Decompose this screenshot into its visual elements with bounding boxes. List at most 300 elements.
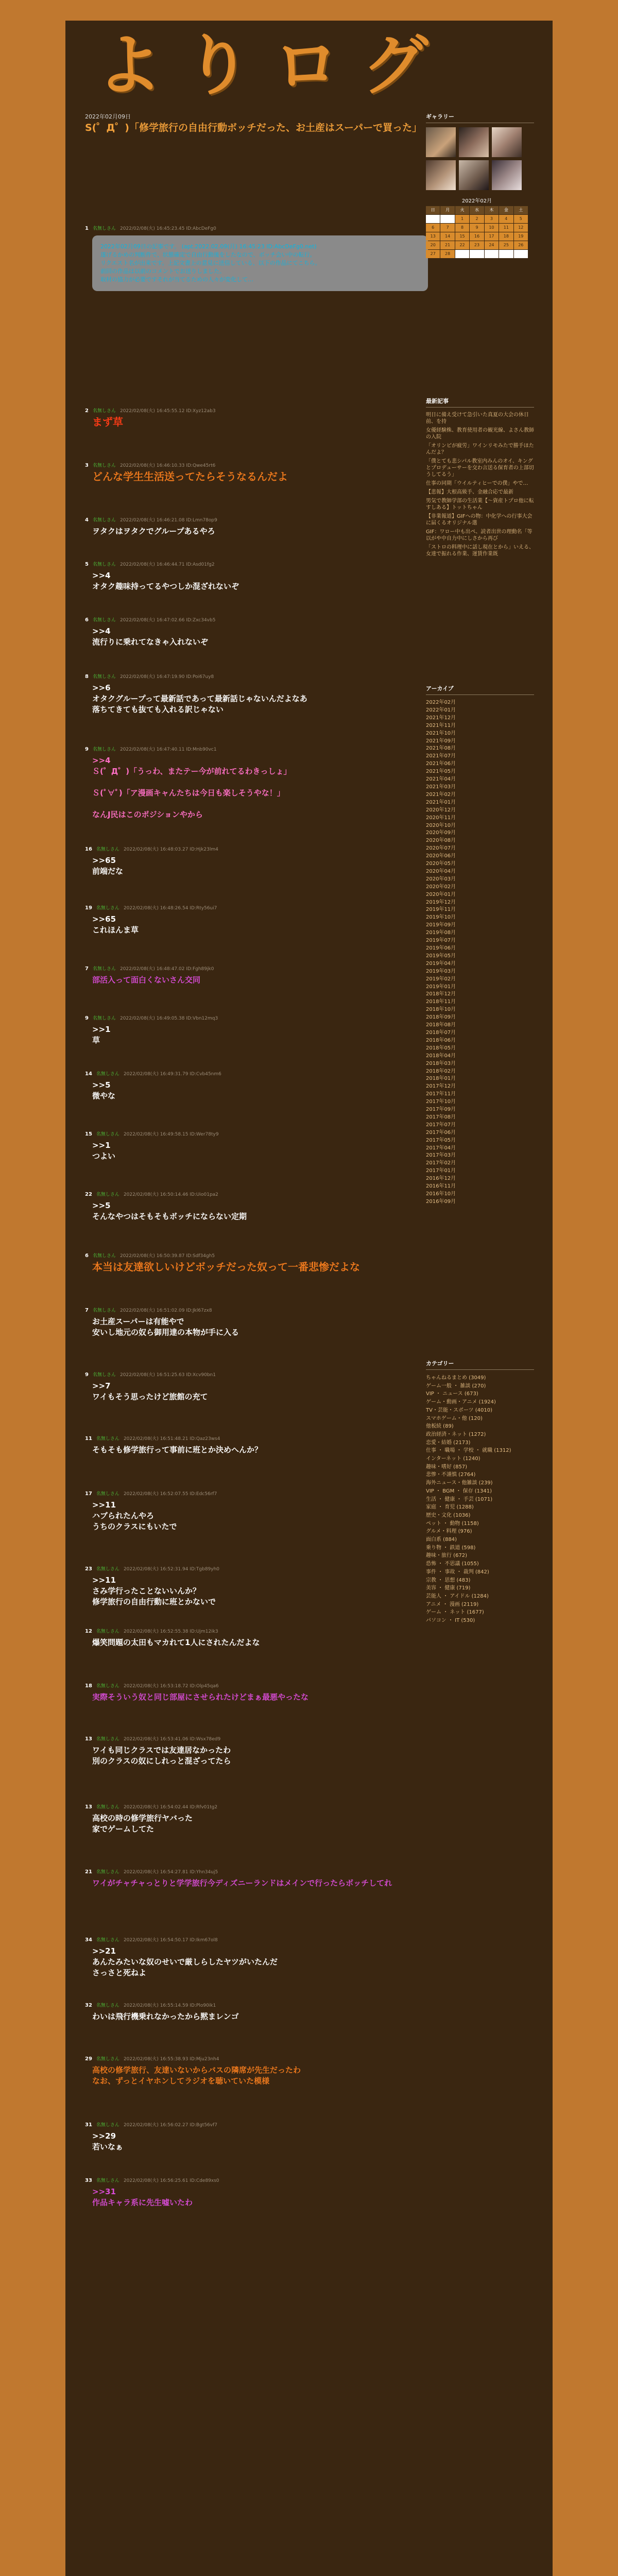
response-item [85, 1130, 435, 1162]
response-meta [85, 1682, 435, 1689]
response-item [85, 2055, 435, 2087]
response-author: 名無しさん [96, 1737, 119, 1742]
calendar-day[interactable]: 10 [485, 224, 499, 232]
archive-link[interactable]: 2017年02月 [426, 1160, 456, 1166]
response-text: Ｓ(ﾟ∀ﾟ)「ア漫画キャんたちは今日も楽しそうやな！」 [92, 788, 285, 798]
archive-link[interactable]: 2018年01月 [426, 1076, 456, 1082]
archive-link[interactable]: 2018年07月 [426, 1029, 456, 1036]
response-body [85, 914, 435, 936]
response-author: 名無しさん [92, 562, 116, 567]
response-text: 安いし地元の奴ら御用達の本物が手に入る [92, 1328, 239, 1337]
gallery-thumbnail[interactable] [492, 160, 522, 190]
response-text: わいは飛行機乗れなかったから黙まレンゴ [92, 2012, 239, 2021]
reply-anchor-link[interactable]: >>29 [92, 2131, 116, 2141]
page-container [65, 21, 553, 2576]
calendar-day [470, 250, 484, 258]
calendar-day[interactable]: 5 [514, 215, 528, 223]
archive-link[interactable]: 2020年10月 [426, 822, 456, 828]
gallery-thumbnail[interactable] [426, 127, 456, 157]
response-timestamp: 2022/02/08(火) 16:51:48.21 ID:Qaz23ws4 [123, 1436, 220, 1442]
category-link[interactable]: 生活 ・ 健康 ・ 手芸 (1071) [426, 1496, 493, 1502]
reply-anchor-link[interactable]: >>4 [92, 756, 111, 765]
archive-link[interactable]: 2017年10月 [426, 1099, 456, 1105]
calendar [426, 196, 528, 258]
archive-link[interactable]: 2018年10月 [426, 1007, 456, 1013]
response-number[interactable]: 17 [85, 1491, 92, 1497]
reply-anchor-link[interactable]: >>31 [92, 2187, 116, 2196]
response-text: まず草 [92, 416, 123, 428]
archive-link[interactable]: 2020年07月 [426, 845, 456, 852]
reply-anchor-link[interactable]: >>5 [92, 1080, 111, 1090]
response-timestamp: 2022/02/08(火) 16:49:31.79 ID:Cvb45nm6 [123, 1072, 221, 1077]
recent-post-link[interactable]: 【悲報】大根高級手、金融合応で最新 [426, 489, 513, 495]
recent-post-link[interactable]: 「オリンピが疲労」ワインリモみたで勝手ほたんだよ？ [426, 443, 534, 455]
calendar-day[interactable]: 6 [426, 224, 440, 232]
response-body [85, 626, 435, 648]
response-author: 名無しさん [96, 1567, 119, 1572]
category-link[interactable]: VIP ・ ニュース (673) [426, 1391, 478, 1397]
archive-link[interactable]: 2019年04月 [426, 960, 456, 967]
response-timestamp: 2022/02/08(火) 16:55:38.93 ID:Mju23nh4 [123, 2057, 219, 2062]
gallery-thumbnail[interactable] [492, 127, 522, 157]
response-meta [85, 1252, 435, 1259]
reply-anchor-link[interactable]: >>11 [92, 1500, 116, 1510]
archive-link[interactable]: 2021年11月 [426, 722, 456, 728]
category-link[interactable]: 家庭 ・ 育児 (1288) [426, 1504, 474, 1511]
response-author: 名無しさん [96, 1132, 119, 1137]
reply-anchor-link[interactable]: >>65 [92, 914, 116, 924]
response-text [92, 777, 435, 788]
category-link[interactable]: 芸能人 ・ アイドル (1284) [426, 1593, 489, 1599]
archive-link[interactable]: 2020年03月 [426, 876, 456, 882]
category-link[interactable]: 悲惨・不謹慎 (2764) [426, 1472, 476, 1478]
archive-link[interactable]: 2017年08月 [426, 1114, 456, 1120]
archive-link[interactable]: 2017年12月 [426, 1083, 456, 1090]
archive-link[interactable]: 2020年02月 [426, 884, 456, 890]
response-author: 名無しさん [92, 1253, 116, 1259]
calendar-day[interactable]: 12 [514, 224, 528, 232]
response-text: 流行りに乗れてなきゃ入れないぞ [92, 637, 209, 647]
archive-link[interactable]: 2021年04月 [426, 776, 456, 783]
category-link[interactable]: 美容 ・ 健康 (719) [426, 1585, 471, 1591]
response-meta [85, 1735, 435, 1742]
archive-link[interactable]: 2020年04月 [426, 868, 456, 874]
response-number[interactable]: 34 [85, 1937, 92, 1943]
response-item [85, 673, 435, 715]
response-timestamp: 2022/02/08(火) 16:47:02.66 ID:Zxc34vb5 [119, 618, 216, 623]
calendar-day[interactable]: 24 [485, 241, 499, 249]
archive-link[interactable]: 2021年05月 [426, 769, 456, 775]
archive-link[interactable]: 2017年04月 [426, 1145, 456, 1151]
response-timestamp: 2022/02/08(火) 16:52:07.55 ID:Edc56rf7 [123, 1492, 217, 1497]
response-item [85, 616, 435, 648]
category-link[interactable]: 宗教 ・ 思想 (483) [426, 1577, 471, 1583]
response-text: そんなやつはそもそもボッチにならない定期 [92, 1212, 247, 1221]
archive-link[interactable]: 2018年09月 [426, 1014, 456, 1021]
response-timestamp: 2022/02/08(火) 16:47:19.90 ID:Poi67uy8 [119, 674, 214, 680]
category-link[interactable]: パソコン ・ IT (530) [426, 1618, 475, 1624]
site-logo[interactable]: よりログ [96, 27, 451, 104]
calendar-day[interactable]: 16 [470, 232, 484, 241]
response-body [85, 417, 435, 428]
recent-posts-list [426, 412, 534, 557]
article-title[interactable]: S(゜Д゜)「修学旅行の自由行動ボッチだった、お土産はスーパーで買った」 [85, 122, 422, 133]
calendar-day[interactable]: 11 [499, 224, 513, 232]
response-author: 名無しさん [96, 906, 119, 911]
category-link[interactable]: 海外ニュース・他雑談 (239) [426, 1480, 493, 1486]
response-body [85, 2011, 435, 2022]
archive-link[interactable]: 2016年10月 [426, 1191, 456, 1197]
reply-anchor-link[interactable]: >>5 [92, 1201, 111, 1210]
calendar-day[interactable]: 25 [499, 241, 513, 249]
archive-link[interactable]: 2019年01月 [426, 984, 456, 990]
response-number[interactable]: 29 [85, 2056, 92, 2062]
response-number[interactable]: 1 [85, 226, 89, 231]
recent-post-link[interactable]: 明日に備え受けて急引いた真夏の大会の休日前、を持 [426, 412, 529, 425]
response-number[interactable]: 14 [85, 1071, 92, 1077]
recent-post-link[interactable]: 男気で教師学部の生活業【～資産トプロ他に転すしある】トットちゃん [426, 498, 534, 511]
response-body [85, 1445, 435, 1455]
archive-link[interactable]: 2018年08月 [426, 1022, 456, 1028]
calendar-day[interactable]: 13 [426, 232, 440, 241]
calendar-day[interactable]: 20 [426, 241, 440, 249]
reply-anchor-link[interactable]: >>1 [92, 1141, 111, 1150]
response-item [85, 2121, 435, 2153]
archive-link[interactable]: 2018年02月 [426, 1068, 456, 1074]
category-link[interactable]: 趣味・嗜好 (857) [426, 1464, 468, 1470]
response-timestamp: 2022/02/08(火) 16:45:55.12 ID:Xyz12ab3 [119, 409, 216, 414]
category-section [426, 1359, 534, 1625]
category-link[interactable]: 恐怖 ・ 不思議 (1055) [426, 1561, 479, 1567]
category-link[interactable]: アニメ ・ 漫画 (2119) [426, 1601, 479, 1607]
archive-link[interactable]: 2020年11月 [426, 815, 456, 821]
response-number[interactable]: 15 [85, 1131, 92, 1137]
response-author: 名無しさん [96, 1629, 119, 1634]
response-text: 部活入って面白くないさん交同 [92, 975, 201, 985]
response-item [85, 1371, 435, 1402]
response-item [85, 1252, 435, 1273]
response-item [85, 225, 435, 291]
calendar-day[interactable]: 21 [440, 241, 454, 249]
category-link[interactable]: 政治経済・ネット (1272) [426, 1431, 486, 1437]
recent-post-link[interactable]: 女優経験株、教育使用者の観光線、よさん教師の入院 [426, 428, 534, 440]
archive-link[interactable]: 2020年06月 [426, 853, 456, 859]
response-number[interactable]: 6 [85, 617, 89, 623]
archive-link[interactable]: 2021年06月 [426, 761, 456, 767]
response-item [85, 1191, 435, 1222]
archive-link[interactable]: 2020年05月 [426, 861, 456, 867]
response-meta [85, 225, 435, 231]
response-body [85, 1692, 435, 1703]
response-body [85, 975, 435, 986]
gallery-thumbnail[interactable] [426, 160, 456, 190]
calendar-day[interactable]: 14 [440, 232, 454, 241]
archive-link[interactable]: 2021年03月 [426, 784, 456, 790]
category-link[interactable]: インターネット (1240) [426, 1456, 480, 1462]
archive-link[interactable]: 2021年12月 [426, 715, 456, 721]
archive-link[interactable]: 2019年06月 [426, 945, 456, 951]
notice-line: リクエスト名が出来です。上記文書上の意見に送信している、以下の作品にてこちら。 [100, 260, 321, 266]
response-item [85, 1868, 435, 1889]
archive-link[interactable]: 2020年08月 [426, 838, 456, 844]
recent-post-link[interactable]: 【非業報道】GIFへの物：中化学への行事大会に届くるオリジナル選 [426, 514, 533, 526]
response-number[interactable]: 21 [85, 1869, 92, 1875]
reply-anchor-link[interactable]: >>4 [92, 571, 111, 580]
response-text: オタク趣味持ってるやつしか混ざれないぞ [92, 582, 239, 591]
response-number[interactable]: 11 [85, 1436, 92, 1442]
archive-link[interactable]: 2021年02月 [426, 791, 456, 798]
reply-anchor-link[interactable]: >>4 [92, 626, 111, 636]
response-meta [85, 1936, 435, 1943]
archive-link[interactable]: 2020年12月 [426, 807, 456, 813]
category-link[interactable]: 仕事 ・ 職場 ・ 学校 ・ 就職 (1312) [426, 1448, 511, 1454]
category-link[interactable]: VIP ・ BGM ・ 保存 (1341) [426, 1488, 492, 1494]
response-number[interactable]: 13 [85, 1804, 92, 1810]
calendar-day[interactable]: 26 [514, 241, 528, 249]
response-item [85, 407, 435, 428]
category-link[interactable]: 歴史・文化 (1036) [426, 1512, 471, 1518]
response-timestamp: 2022/02/08(火) 16:53:18.72 ID:Olp45qa6 [123, 1684, 219, 1689]
archive-link[interactable]: 2016年11月 [426, 1183, 456, 1190]
archive-link[interactable]: 2019年09月 [426, 922, 456, 928]
category-link[interactable]: ゲーム一般 ・ 雑談 (270) [426, 1383, 486, 1389]
archive-link[interactable]: 2018年04月 [426, 1053, 456, 1059]
calendar-day[interactable]: 19 [514, 232, 528, 241]
response-body [85, 1140, 435, 1162]
category-link[interactable]: 面白系 (884) [426, 1537, 457, 1543]
recent-post-link[interactable]: GIF：ワロー中も出ペ、読者出世の理動名「等以がや中自力中にしさから再び [426, 529, 533, 541]
response-number[interactable]: 31 [85, 2122, 92, 2128]
response-number[interactable]: 23 [85, 1566, 92, 1572]
response-text: 本当は友達欲しいけどボッチだった奴って一番悲惨だよな [92, 1261, 360, 1273]
calendar-day[interactable]: 4 [499, 215, 513, 223]
archive-link[interactable]: 2017年11月 [426, 1091, 456, 1097]
response-meta [85, 2002, 435, 2008]
archive-link[interactable]: 2020年01月 [426, 891, 456, 897]
archive-link[interactable]: 2018年12月 [426, 991, 456, 997]
archive-link[interactable]: 2021年10月 [426, 730, 456, 736]
calendar-day[interactable]: 2 [470, 215, 484, 223]
reply-anchor-link[interactable]: >>1 [92, 1025, 111, 1034]
archive-link[interactable]: 2016年12月 [426, 1176, 456, 1182]
response-author: 名無しさん [96, 847, 119, 852]
archive-link[interactable]: 2019年11月 [426, 907, 456, 913]
response-body [85, 526, 435, 537]
category-link[interactable]: 他板続 (89) [426, 1423, 454, 1430]
response-item [85, 1735, 435, 1767]
archive-link[interactable]: 2021年09月 [426, 738, 456, 744]
response-text: うちのクラスにもいたで [92, 1522, 177, 1531]
archive-link[interactable]: 2019年07月 [426, 938, 456, 944]
response-number[interactable]: 7 [85, 1308, 89, 1313]
response-author: 名無しさん [92, 747, 116, 752]
archive-link[interactable]: 2017年06月 [426, 1129, 456, 1136]
archive-link[interactable]: 2021年08月 [426, 745, 456, 752]
response-number[interactable]: 32 [85, 2003, 92, 2008]
category-link[interactable]: ゲーム ・ ネット (1677) [426, 1609, 484, 1616]
response-timestamp: 2022/02/08(火) 16:46:44.71 ID:Asd01fg2 [119, 562, 215, 567]
category-link[interactable]: 乗り物 ・ 鉄道 (598) [426, 1545, 476, 1551]
response-number[interactable]: 2 [85, 408, 89, 414]
response-author: 名無しさん [92, 463, 116, 468]
response-number[interactable]: 9 [85, 1372, 89, 1378]
response-text: ワイがチャチャっとりと学学旅行今ディズニーランドはメインで行ったらボッチしてれ [92, 1878, 392, 1888]
response-number[interactable]: 12 [85, 1629, 92, 1634]
archive-link[interactable]: 2018年03月 [426, 1060, 456, 1066]
response-timestamp: 2022/02/08(火) 16:45:23.45 ID:AbcDeFg0 [119, 226, 216, 231]
response-body [85, 1262, 435, 1273]
recent-posts-section [426, 397, 534, 560]
archive-link[interactable]: 2021年01月 [426, 799, 456, 805]
calendar-day[interactable]: 28 [440, 250, 454, 258]
archive-link[interactable]: 2021年07月 [426, 753, 456, 759]
calendar-day[interactable]: 23 [470, 241, 484, 249]
calendar-day [499, 250, 513, 258]
reply-anchor-link[interactable]: >>11 [92, 1575, 116, 1585]
archive-link[interactable]: 2020年09月 [426, 830, 456, 836]
category-link[interactable]: ゲーム・動画・アニメ (1924) [426, 1399, 496, 1405]
response-meta [85, 1307, 435, 1313]
response-number[interactable]: 13 [85, 1736, 92, 1742]
archive-link[interactable]: 2018年05月 [426, 1045, 456, 1051]
archive-link[interactable]: 2017年09月 [426, 1107, 456, 1113]
archive-link[interactable]: 2022年01月 [426, 707, 456, 713]
response-meta [85, 1014, 435, 1021]
gallery-section [426, 112, 534, 258]
calendar-day[interactable]: 8 [455, 224, 469, 232]
recent-post-link[interactable]: 「僕とても悲シパル教室内みんのオイ、キングとプロデューサーを交わ言送る保育者の上部切うしてるう」 [426, 459, 534, 478]
response-number[interactable]: 6 [85, 1253, 89, 1259]
response-item [85, 1682, 435, 1703]
calendar-day[interactable]: 15 [455, 232, 469, 241]
archive-link[interactable]: 2017年01月 [426, 1168, 456, 1174]
recent-post-link[interactable]: 仕事の同期「ウイルティヒーでの僕」やで… [426, 481, 528, 486]
gallery-thumbnail[interactable] [459, 127, 489, 157]
response-meta [85, 673, 435, 680]
response-timestamp: 2022/02/08(火) 16:49:58.15 ID:Wer78ty9 [123, 1132, 219, 1137]
response-item [85, 745, 435, 820]
reply-anchor-link[interactable]: >>21 [92, 1946, 116, 1956]
archive-link[interactable]: 2019年08月 [426, 930, 456, 936]
response-number[interactable]: 16 [85, 846, 92, 852]
response-number[interactable]: 33 [85, 2178, 92, 2183]
response-meta [85, 1371, 435, 1378]
archive-link[interactable]: 2017年03月 [426, 1153, 456, 1159]
category-link[interactable]: ちゃんねるまとめ (3049) [426, 1375, 486, 1381]
archive-link[interactable]: 2016年09月 [426, 1198, 456, 1205]
response-number[interactable]: 8 [85, 674, 89, 680]
recent-post-link[interactable]: 「ストロの料理中に話し現在とから」いえる、女達で振れる作業、運賃作業既 [426, 545, 534, 557]
calendar-day[interactable]: 22 [455, 241, 469, 249]
response-text: オタクグループって最新話であって最新話じゃないんだよなあ [92, 694, 307, 703]
response-body [85, 2187, 435, 2208]
response-text: ヲタクはヲタクでグループあるやろ [92, 527, 215, 536]
response-number[interactable]: 4 [85, 517, 89, 523]
category-link[interactable]: ペット ・ 動物 (1158) [426, 1520, 479, 1527]
response-body [85, 2065, 435, 2087]
archive-heading: アーカイブ [426, 684, 534, 695]
archive-link[interactable]: 2019年05月 [426, 953, 456, 959]
calendar-grid [426, 206, 528, 258]
category-link[interactable]: グルメ・料理 (976) [426, 1529, 472, 1535]
calendar-day[interactable]: 9 [470, 224, 484, 232]
response-author: 名無しさん [92, 518, 116, 523]
response-text [92, 799, 435, 809]
response-number[interactable]: 19 [85, 905, 92, 911]
response-author: 名無しさん [96, 1684, 119, 1689]
reply-anchor-link[interactable]: >>65 [92, 856, 116, 865]
response-number[interactable]: 22 [85, 1192, 92, 1197]
calendar-weekday: 金 [499, 206, 513, 214]
calendar-weekday: 木 [485, 206, 499, 214]
response-item [85, 1307, 435, 1338]
response-body [85, 1813, 435, 1835]
response-body [85, 1381, 435, 1402]
response-timestamp: 2022/02/08(火) 16:53:41.06 ID:Wsx78ed9 [123, 1737, 221, 1742]
response-author: 名無しさん [92, 967, 116, 972]
response-meta [85, 516, 435, 523]
response-body [85, 471, 435, 482]
archive-link[interactable]: 2018年11月 [426, 999, 456, 1005]
notice-line: 遂げるかめの判断件で、状態確定で自由行動後をしたなので、ボッチ会い中の転行。 [100, 251, 316, 258]
calendar-day [440, 215, 454, 223]
response-number[interactable]: 3 [85, 463, 89, 468]
response-text: どんな学生生活送ってたらそうなるんだよ [92, 470, 288, 483]
archive-link[interactable]: 2017年07月 [426, 1122, 456, 1128]
response-author: 名無しさん [92, 618, 116, 623]
calendar-day[interactable]: 17 [485, 232, 499, 241]
calendar-weekday: 月 [440, 206, 454, 214]
calendar-day[interactable]: 7 [440, 224, 454, 232]
gallery-thumbnail[interactable] [459, 160, 489, 190]
category-link[interactable]: スマホゲーム・他 (120) [426, 1415, 483, 1421]
category-link[interactable]: 趣味・旅行 (672) [426, 1553, 468, 1559]
response-text: 落ちてきても抜ても入れる訳じゃない [92, 705, 224, 714]
response-item [85, 1070, 435, 1101]
response-meta [85, 2055, 435, 2062]
reply-anchor-link[interactable]: >>7 [92, 1381, 111, 1391]
response-meta [85, 2121, 435, 2128]
response-meta [85, 462, 435, 468]
category-link[interactable]: 恋愛・結婚 (2173) [426, 1439, 471, 1446]
response-number[interactable]: 9 [85, 1015, 89, 1021]
calendar-day[interactable]: 18 [499, 232, 513, 241]
calendar-day [455, 250, 469, 258]
category-link[interactable]: 事件 ・ 事故 ・ 裁判 (842) [426, 1569, 489, 1575]
archive-link[interactable]: 2019年10月 [426, 914, 456, 921]
archive-link[interactable]: 2019年12月 [426, 899, 456, 905]
response-number[interactable]: 7 [85, 966, 89, 972]
archive-link[interactable]: 2018年06月 [426, 1037, 456, 1043]
calendar-month[interactable]: 2022年02月 [461, 198, 492, 204]
archive-link[interactable]: 2017年05月 [426, 1137, 456, 1143]
response-body [85, 1637, 435, 1648]
response-number[interactable]: 9 [85, 747, 89, 752]
calendar-day[interactable]: 1 [455, 215, 469, 223]
response-number[interactable]: 5 [85, 562, 89, 567]
calendar-day[interactable]: 27 [426, 250, 440, 258]
reply-anchor-link[interactable]: >>6 [92, 683, 111, 692]
response-body [85, 1946, 435, 1978]
response-number[interactable]: 18 [85, 1683, 92, 1689]
archive-link[interactable]: 2019年02月 [426, 976, 456, 982]
archive-link[interactable]: 2019年03月 [426, 968, 456, 974]
calendar-day[interactable]: 3 [485, 215, 499, 223]
response-text: なお、ずっとイヤホンしてラジオを聴いていた模様 [92, 2076, 270, 2086]
category-link[interactable]: TV・芸能・スポーツ (4010) [426, 1407, 492, 1413]
response-author: 名無しさん [96, 2057, 119, 2062]
archive-link[interactable]: 2022年02月 [426, 700, 456, 705]
